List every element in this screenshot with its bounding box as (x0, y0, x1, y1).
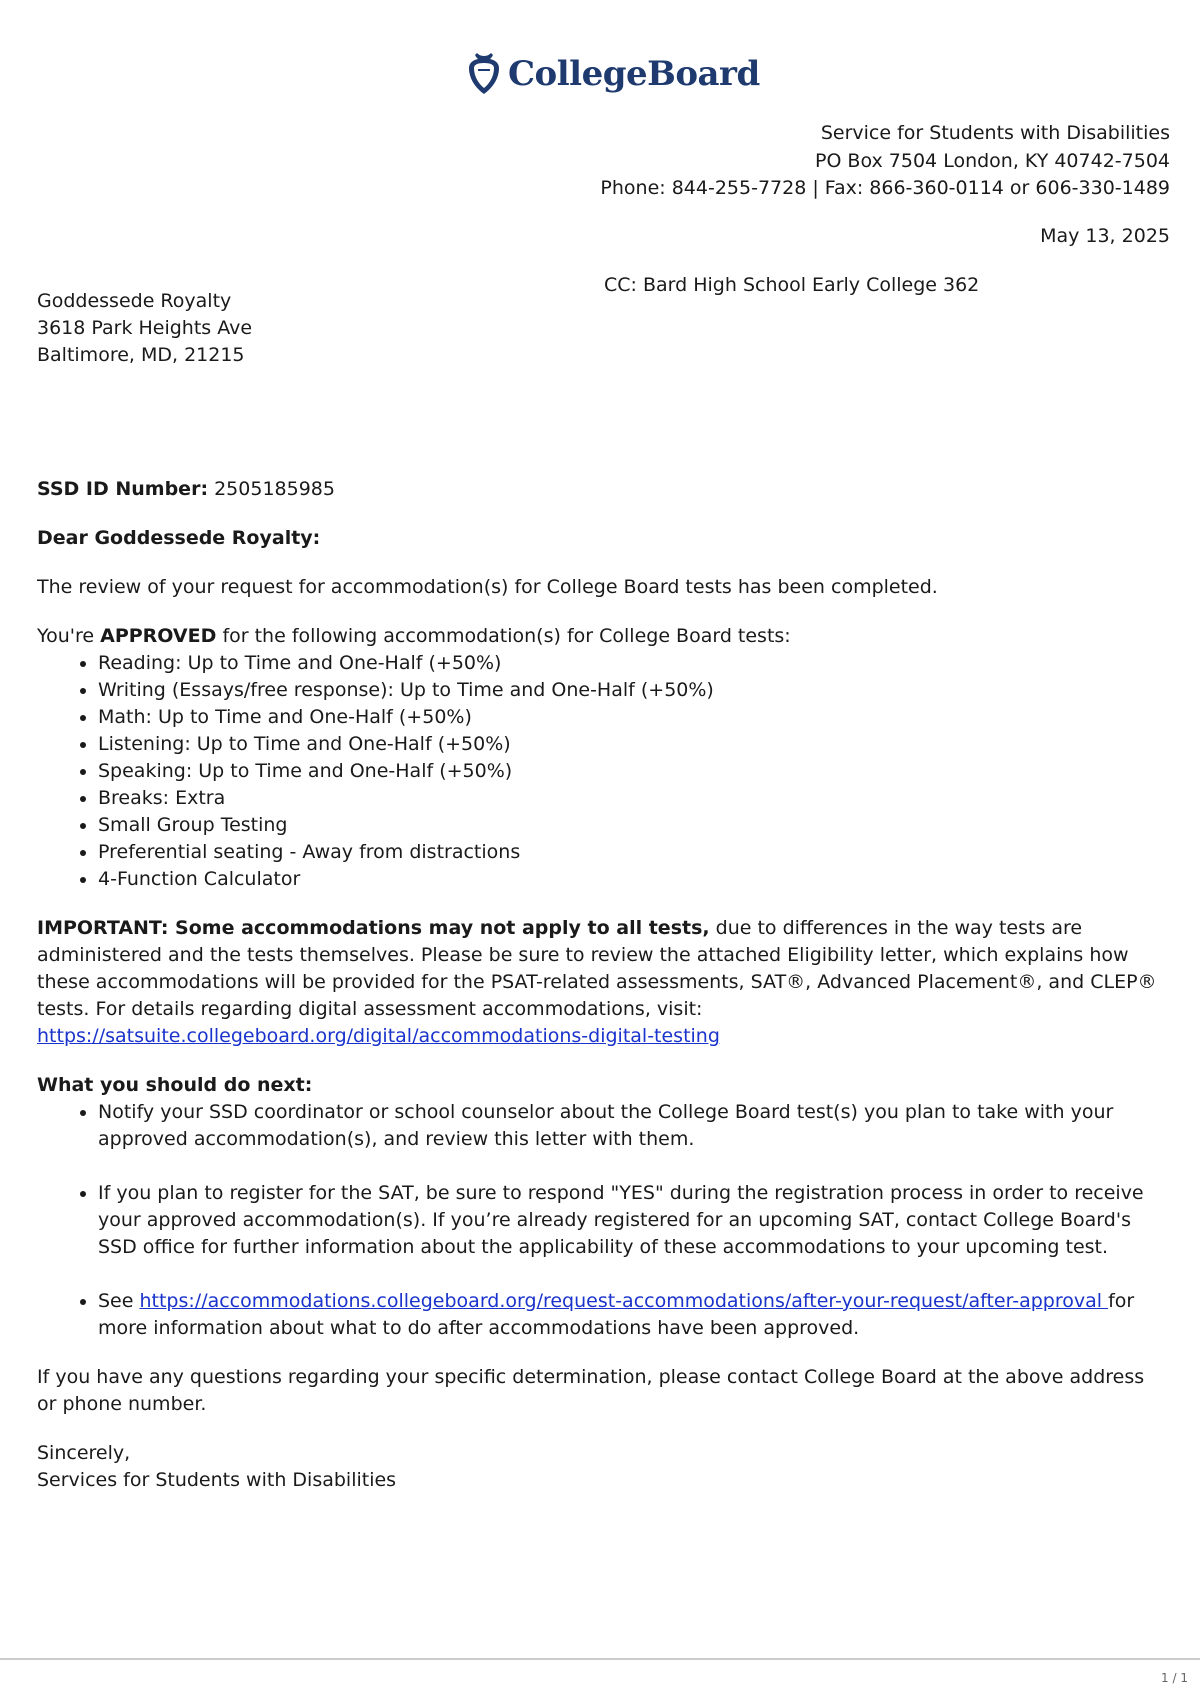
questions-paragraph: If you have any questions regarding your specific determination, please contact College Board at the above address or phone number. (37, 1366, 1145, 1415)
college-board-logo (466, 52, 760, 96)
page-number: 1 / 1 (1161, 1671, 1188, 1685)
page-divider (0, 1658, 1200, 1660)
sender-po-box: PO Box 7504 London, KY 40742-7504 (814, 149, 1170, 172)
sender-phone-fax: Phone: 844-255-7728 | Fax: 866-360-0114 or 606-330-1489 (600, 177, 1170, 199)
list-item: • Breaks: Extra (98, 785, 1167, 812)
list-item: • Math: Up to Time and One-Half (+50%) (98, 704, 1167, 731)
list-item: • Notify your SSD coordinator or school counselor about the College Board test(s) you plan to take with your approved accommodation(s), and review this letter with them. (98, 1099, 1167, 1153)
acorn-shield-icon (466, 52, 502, 96)
ssd-id-value: 2505185985 (214, 478, 335, 500)
list-item: • If you plan to register for the SAT, be sure to respond "YES" during the registration process in order to receive your approved accommodation(s). If you’re already registered for an upcoming SAT, contact College Board's SSD office for further information about the applicability of these accommodations to your upcoming test. (98, 1180, 1167, 1261)
list-item: • Reading: Up to Time and One-Half (+50%) (98, 650, 1167, 677)
list-item: • 4-Function Calculator (98, 866, 1167, 893)
sender-department: Service for Students with Disabilities (820, 122, 1170, 144)
list-item: • Listening: Up to Time and One-Half (+50%) (98, 731, 1167, 758)
list-item: • See https://accommodations.collegeboard.org/request-accommodations/after-your-request/after-approval for more information about what to do after accommodations have been approved. (98, 1288, 1167, 1342)
next-steps-list (37, 1099, 1167, 1342)
salutation: Dear Goddessede Royalty: (37, 527, 321, 549)
approved-word: APPROVED (100, 625, 217, 647)
letter-body (37, 476, 1167, 1494)
accommodations-list (37, 650, 1167, 893)
next-steps-heading: What you should do next: (37, 1074, 313, 1096)
approved-intro: You're APPROVED for the following accommodation(s) for College Board tests: (37, 625, 791, 647)
closing-sincerely: Sincerely, (37, 1442, 131, 1464)
list-item: • Small Group Testing (98, 812, 1167, 839)
recipient-street: 3618 Park Heights Ave (37, 317, 253, 339)
recipient-address (37, 288, 252, 369)
closing-signature: Services for Students with Disabilities (37, 1469, 397, 1491)
recipient-city: Baltimore, MD, 21215 (37, 344, 245, 366)
after-approval-link[interactable]: https://accommodations.collegeboard.org/request-accommodations/after-your-request/after-approval (139, 1290, 1109, 1312)
recipient-name: Goddessede Royalty (37, 290, 232, 312)
review-statement: The review of your request for accommodation(s) for College Board tests has been completed. (37, 576, 938, 598)
list-item: • Writing (Essays/free response): Up to Time and One-Half (+50%) (98, 677, 1167, 704)
letter-date: May 13, 2025 (1040, 225, 1170, 247)
important-notice: IMPORTANT: Some accommodations may not apply to all tests, due to differences in the way tests are administered and the tests themselves. Please be sure to review the attached Eligibility letter, which explains how these accommodations will be provided for the PSAT-related assessments, SAT®, Advanced Placement®, and CLEP® tests. For details regarding digital assessment accommodations, visit: https://satsuite.collegeboard.org/digital/accommodations-digital-testing (37, 917, 1157, 1047)
ssd-id (37, 476, 1167, 503)
ssd-id-label: SSD ID Number: (37, 478, 209, 500)
cc-line: CC: Bard High School Early College 362 (604, 274, 980, 296)
list-item: • Speaking: Up to Time and One-Half (+50%) (98, 758, 1167, 785)
digital-testing-link[interactable]: https://satsuite.collegeboard.org/digital/accommodations-digital-testing (37, 1025, 720, 1047)
logo-text: CollegeBoard (508, 54, 760, 94)
list-item: • Preferential seating - Away from distractions (98, 839, 1167, 866)
sender-address (600, 120, 1170, 203)
important-bold: IMPORTANT: Some accommodations may not apply to all tests, (37, 917, 710, 939)
